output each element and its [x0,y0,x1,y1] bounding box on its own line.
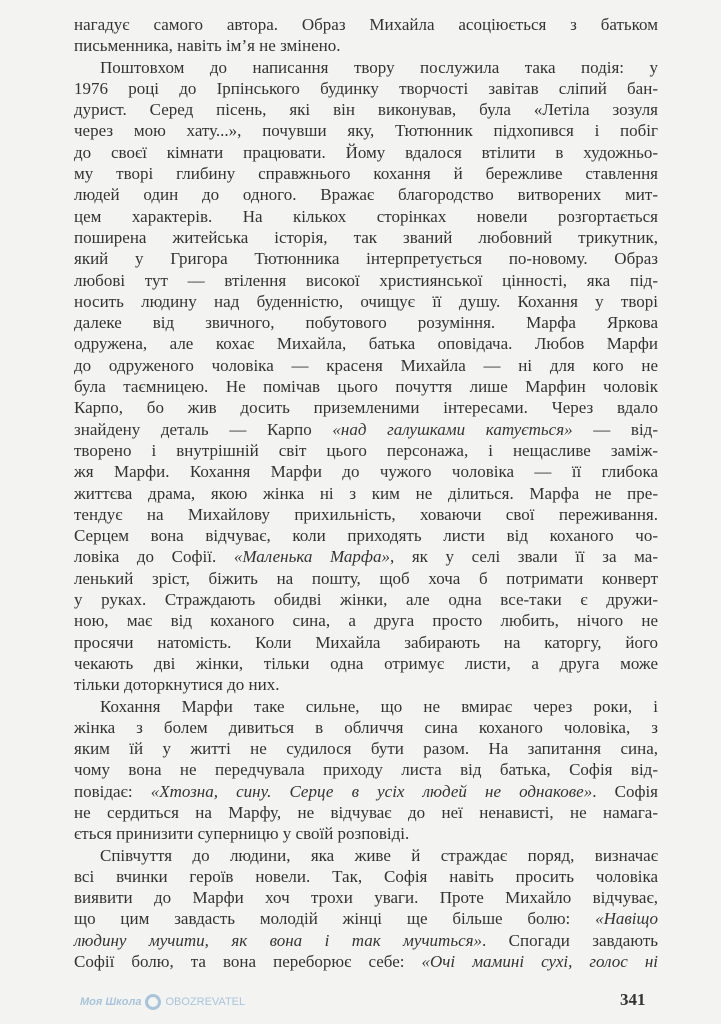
page-number: 341 [620,990,646,1009]
text-line [74,78,658,99]
text-line [74,717,658,738]
text-segment: носить людину над буденністю, очищує її душу. Кохання у творі [74,291,658,311]
italic-quote: «Маленька Марфа» [233,547,390,567]
text-line [74,525,658,546]
watermark-logo [80,994,245,1010]
text-segment: . Софія [592,781,658,801]
text-segment: у руках. Страждають обидві жінки, але одна все-таки є дружи- [74,590,658,610]
text-segment: . Спогади завдають [482,930,658,950]
book-page-text [74,14,658,972]
italic-quote: «Хтозна, сину. Серце в усіх людей не однакове» [150,781,593,801]
text-segment: була таємницею. Не помічав цього почуття лише Марфин чоловік [74,377,658,397]
text-segment: тендує на Михайлову прихильність, ховаючи свої переживання. [74,504,658,524]
text-line [74,674,658,695]
text-segment: виявити до Марфи хоч трохи уваги. Проте Михайло відчуває, [74,888,658,908]
text-line [74,610,658,631]
text-line [74,397,658,418]
text-segment: 1976 році до Ірпінського будинку творчості завітав сліпий бан- [74,78,658,98]
watermark-circle-icon [145,994,161,1010]
text-line [74,568,658,589]
text-line [74,35,658,56]
text-segment: людей один до одного. Вражає благородство витворених мит- [74,185,658,205]
text-line [74,163,658,184]
text-line [74,184,658,205]
text-segment: Софії болю, та вона переборює себе: [74,952,422,972]
text-line [74,461,658,482]
text-line [74,866,658,887]
text-segment: всі вчинки героїв новели. Так, Софія навіть просить чоловіка [74,866,658,886]
text-line [74,142,658,163]
text-segment: до одруженого чоловіка — красеня Михайла — ні для кого не [74,355,658,375]
text-line [74,908,658,929]
text-segment: що цим завдасть молодій жінці ще більше болю: [74,909,596,929]
text-segment: нагадує самого автора. Образ Михайла асоціюється з батьком [74,15,658,34]
paragraph [74,14,658,57]
text-line [74,546,658,567]
text-line [74,653,658,674]
text-line [74,291,658,312]
text-line [74,248,658,269]
text-line [74,845,658,866]
text-segment: цем характерів. На кількох сторінках новели розгортається [74,206,658,226]
text-line [74,376,658,397]
text-segment: ється принизити суперницю у своїй розповіді. [74,824,410,844]
text-segment: любові тут — втілення високої християнської цінності, яка під- [74,270,658,290]
text-line [74,632,658,653]
text-line [74,99,658,120]
text-segment: ловіка до Софії. [74,547,234,567]
text-line [74,504,658,525]
text-line [74,227,658,248]
text-segment: до своєї кімнати працювати. Йому вдалося втілити в художньо- [74,142,658,162]
paragraph [74,57,658,696]
text-segment: Карпо, бо жив досить приземленими інтересами. Через вдало [74,398,658,418]
text-segment: яким їй у житті не судилося бути разом. На запитання сина, [74,739,658,759]
text-line [74,355,658,376]
text-segment: повідає: [74,781,151,801]
text-line [74,57,658,78]
text-segment: , як у селі звали її за ма- [389,547,658,567]
text-segment: одружена, але кохає Михайла, батька оповідача. Любов Марфи [74,334,658,354]
italic-quote: «Навіщо [595,909,658,929]
text-segment: не сердиться на Марфу, не відчуває до неї ненависті, не намага- [74,802,658,822]
text-line [74,419,658,440]
text-segment: далеке від звичного, побутового розуміння. Марфа Яркова [74,313,658,333]
text-line [74,206,658,227]
italic-quote: «Очі мамині сухі, голос ні [421,952,658,972]
text-segment: просячи натомість. Коли Михайла забирають на каторгу, його [74,632,658,652]
text-line [74,696,658,717]
text-line [74,887,658,908]
text-line [74,823,658,844]
text-segment: — від- [572,419,658,439]
text-segment: Кохання Марфи таке сильне, що не вмирає через роки, і [100,696,658,716]
text-line [74,930,658,951]
text-segment: жінка з болем дивиться в обличчя сина коханого чоловіка, з [74,717,658,737]
watermark-school-text: Моя Школа [80,995,142,1008]
text-segment: ною, має від коханого сина, а друга просто любить, нічого не [74,611,658,631]
text-segment: дурист. Серед пісень, які він виконував, була «Летіла зозуля [74,100,658,120]
text-line [74,589,658,610]
text-line [74,483,658,504]
text-segment: чекають дві жінки, тільки одна отримує листи, а друга може [74,653,658,673]
text-segment: Серцем вона відчуває, коли приходять листи від коханого чо- [74,526,658,546]
text-segment: жя Марфи. Кохання Марфи до чужого чоловіка — її глибока [74,462,658,482]
italic-quote: людину мучити, як вона і так мучиться» [74,930,483,950]
text-segment: творено і внутрішній світ цього персонажа, і нещасливе заміж- [74,440,658,460]
text-line [74,738,658,759]
text-segment: Поштовхом до написання твору послужила така подія: у [100,57,658,77]
text-line [74,781,658,802]
text-segment: ленький зріст, біжить на пошту, щоб хоча б потримати конверт [74,568,658,588]
text-line [74,14,658,35]
text-segment: який у Григора Тютюнника інтерпретується по-новому. Образ [74,249,658,269]
text-segment: поширена житейська історія, так званий любовний трикутник, [74,227,658,247]
italic-quote: «над галушками катується» [332,419,573,439]
text-segment: письменника, навіть ім’я не змінено. [74,36,341,56]
text-segment: Співчуття до людини, яка живе й страждає поряд, визначає [100,845,658,865]
text-segment: знайдену деталь — Карпо [74,419,333,439]
text-segment: му творі глибину справжнього кохання й бережливе ставлення [74,164,658,184]
text-line [74,802,658,823]
text-segment: чому вона не передчувала приходу листа від батька, Софія від- [74,760,658,780]
text-line [74,120,658,141]
text-segment: життєва драма, якою жінка ні з ким не ділиться. Марфа не пре- [74,483,658,503]
text-line [74,759,658,780]
watermark-brand-text: OBOZREVATEL [165,995,246,1008]
text-segment: тільки доторкнутися до них. [74,675,280,695]
paragraph [74,845,658,973]
text-line [74,440,658,461]
text-segment: через мою хату...», почувши яку, Тютюнник підхопився і побіг [74,121,658,141]
paragraph [74,696,658,845]
text-line [74,270,658,291]
text-line [74,951,658,972]
text-line [74,333,658,354]
text-line [74,312,658,333]
